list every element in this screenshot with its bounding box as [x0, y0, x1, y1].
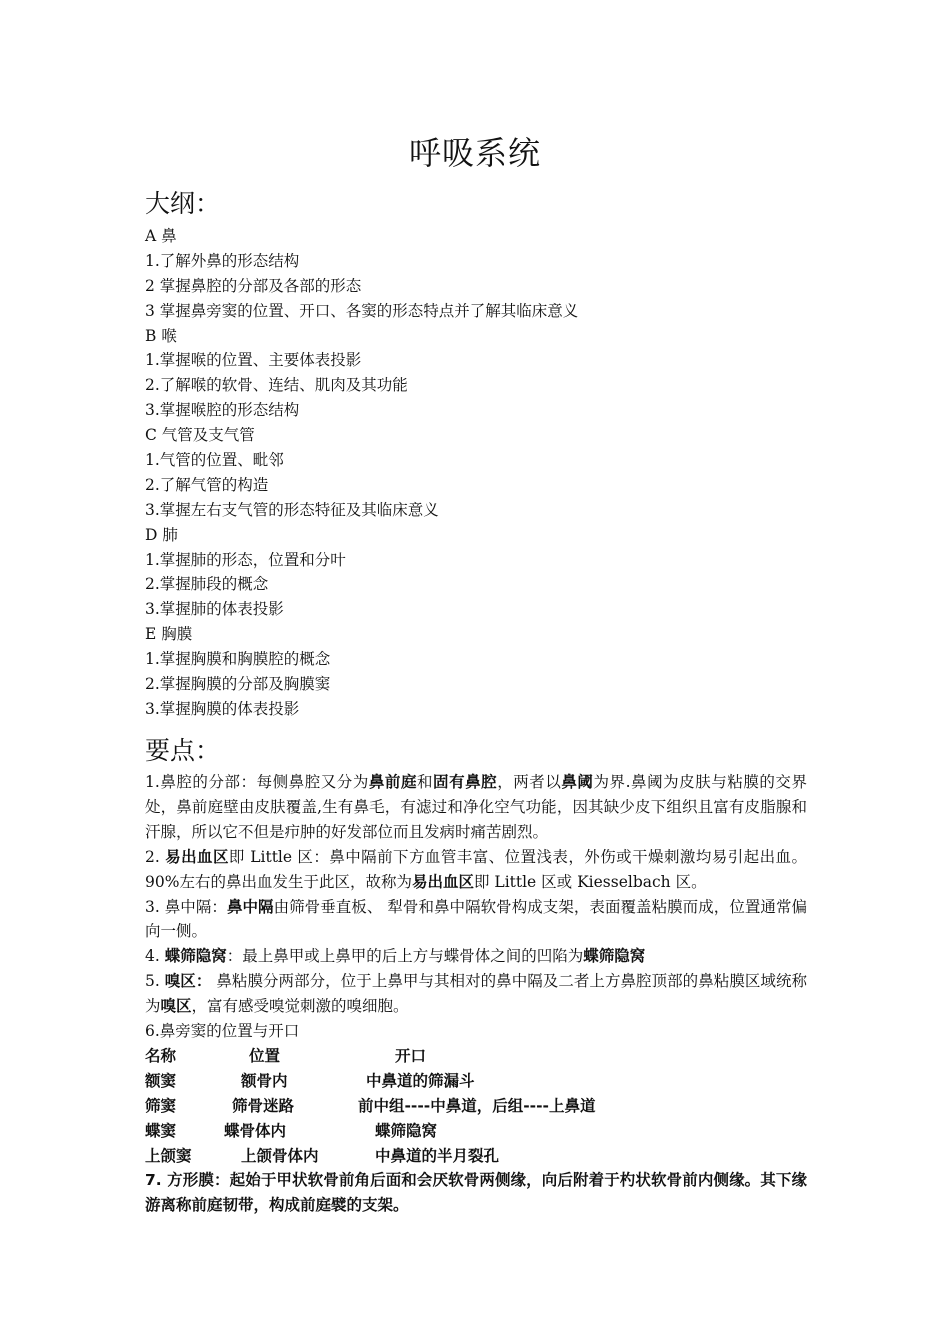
page-title: 呼吸系统 — [408, 134, 541, 172]
table-cell: 中鼻道的半月裂孔 — [375, 1146, 500, 1165]
keypoint-3 — [145, 895, 807, 945]
table-header-cell: 名称 — [145, 1046, 177, 1065]
keypoint-6: 6.鼻旁窦的位置与开口 — [145, 1022, 300, 1041]
bold-term: 易出血区 — [411, 872, 474, 891]
bold-term: 嗅区 — [160, 997, 192, 1016]
table-row — [145, 1069, 807, 1094]
outline-item: 2.了解气管的构造 — [145, 475, 269, 494]
outline-item: C 气管及支气管 — [145, 426, 255, 445]
keypoint-7: 7. 方形膜：起始于甲状软骨前角后面和会厌软骨两侧缘，向后附着于杓状软骨前内侧缘。其下缘游离称前庭韧带，构成前庭襞的支架。 — [145, 1171, 807, 1215]
outline-item: 1.掌握肺的形态，位置和分叶 — [145, 550, 346, 569]
text-run: 4. — [145, 947, 165, 966]
table-cell: 中鼻道的筛漏斗 — [366, 1071, 475, 1090]
table-cell: 蝶骨体内 — [224, 1121, 287, 1140]
text-run: ：最上鼻甲或上鼻甲的后上方与蝶骨体之间的凹陷为 — [226, 947, 584, 966]
table-cell: 额窦 — [145, 1071, 177, 1090]
outline-item: 2 掌握鼻腔的分部及各部的形态 — [145, 276, 362, 295]
outline-item: 2.了解喉的软骨、连结、肌肉及其功能 — [145, 376, 408, 395]
table-cell: 筛窦 — [145, 1096, 177, 1115]
outline-item: 3 掌握鼻旁窦的位置、开口、各窦的形态特点并了解其临床意义 — [145, 301, 579, 320]
table-row — [145, 1119, 807, 1144]
table-cell: 筛骨迷路 — [232, 1096, 295, 1115]
bold-term: 蝶筛隐窝 — [583, 947, 646, 966]
outline-item: D 肺 — [145, 525, 178, 544]
table-cell: 前中组----中鼻道，后组----上鼻道 — [358, 1096, 596, 1115]
text-run: 为界.鼻阈为皮肤与粘膜的交界处，鼻前庭壁由皮肤覆盖,生有鼻毛，有滤过和净化空气功能，因其缺少皮下组织且富有皮脂腺和汗腺，所以它不但是疖肿的好发部位而且发病时痛苦剧烈。 — [145, 773, 807, 841]
table-row — [145, 1094, 807, 1119]
text-run: 即 Little 区或 Kiesselbach 区。 — [473, 872, 707, 891]
outline-item: E 胸膜 — [145, 625, 193, 644]
outline-item: 1.了解外鼻的形态结构 — [145, 251, 300, 270]
table-cell: 蝶窦 — [145, 1121, 177, 1140]
outline-item: 3.掌握喉腔的形态结构 — [145, 401, 300, 420]
outline-item: 1.气管的位置、毗邻 — [145, 451, 284, 470]
outline-item: B 喉 — [145, 326, 177, 345]
keypoint-4 — [145, 944, 807, 969]
bold-term: 蝶筛隐窝 — [164, 947, 227, 966]
text-run: 5. — [145, 972, 165, 991]
outline-item: 1.掌握胸膜和胸膜腔的概念 — [145, 650, 331, 669]
keypoint-5 — [145, 969, 807, 1019]
outline-item: 3.掌握肺的体表投影 — [145, 600, 284, 619]
table-header-cell: 开口 — [395, 1046, 427, 1065]
bold-term: 鼻前庭 — [368, 773, 417, 791]
outline-item: 2.掌握肺段的概念 — [145, 575, 269, 594]
bold-term: 固有鼻腔 — [433, 773, 498, 791]
bold-term: 鼻中隔 — [226, 897, 274, 916]
outline-item: 3.掌握胸膜的体表投影 — [145, 699, 300, 718]
text-run: 2. — [145, 847, 166, 866]
bold-term: 易出血区 — [165, 847, 229, 866]
keypoint-1 — [145, 770, 807, 845]
text-run: 3. 鼻中隔： — [145, 897, 227, 916]
bold-term: 嗅区： — [164, 972, 212, 991]
keypoints-heading: 要点： — [145, 736, 221, 765]
outline-item: 1.掌握喉的位置、主要体表投影 — [145, 351, 362, 370]
outline-heading: 大纲： — [145, 189, 221, 218]
text-run: 1.鼻腔的分部：每侧鼻腔又分为 — [145, 773, 369, 791]
outline-item: A 鼻 — [145, 227, 177, 245]
table-cell: 额骨内 — [241, 1071, 288, 1090]
table-header-cell: 位置 — [249, 1046, 281, 1065]
text-run: ，两者以 — [497, 773, 562, 791]
outline-item: 2.掌握胸膜的分部及胸膜窦 — [145, 675, 331, 694]
keypoints-body — [145, 770, 807, 1218]
outline-item: 3.掌握左右支气管的形态特征及其临床意义 — [145, 500, 439, 519]
table-cell: 上颌骨体内 — [241, 1146, 319, 1165]
table-row — [145, 1144, 807, 1169]
table-header-row — [145, 1044, 807, 1069]
table-cell: 上颌窦 — [145, 1146, 192, 1165]
text-run: 鼻粘膜分两部分，位于上鼻甲与其相对的鼻中隔及二者上方鼻腔顶部的鼻粘膜区域统称为 — [145, 972, 807, 1016]
text-run: 由筛骨垂直板、 犁骨和鼻中隔软骨构成支架，表面覆盖粘膜而成，位置通常偏向一侧。 — [145, 897, 807, 941]
text-run: 即 Little 区：鼻中隔前下方血管丰富、位置浅表，外伤或干燥刺激均易引起出血。90%左右的鼻出血发生于此区，故称为 — [145, 847, 807, 891]
bold-term: 鼻阈 — [561, 773, 594, 791]
text-run: ，富有感受嗅觉刺激的嗅细胞。 — [191, 997, 409, 1016]
keypoint-2 — [145, 845, 807, 895]
table-cell: 蝶筛隐窝 — [375, 1121, 438, 1140]
text-run: 和 — [417, 773, 434, 791]
outline-list — [145, 224, 578, 722]
sinus-table — [145, 1044, 807, 1168]
